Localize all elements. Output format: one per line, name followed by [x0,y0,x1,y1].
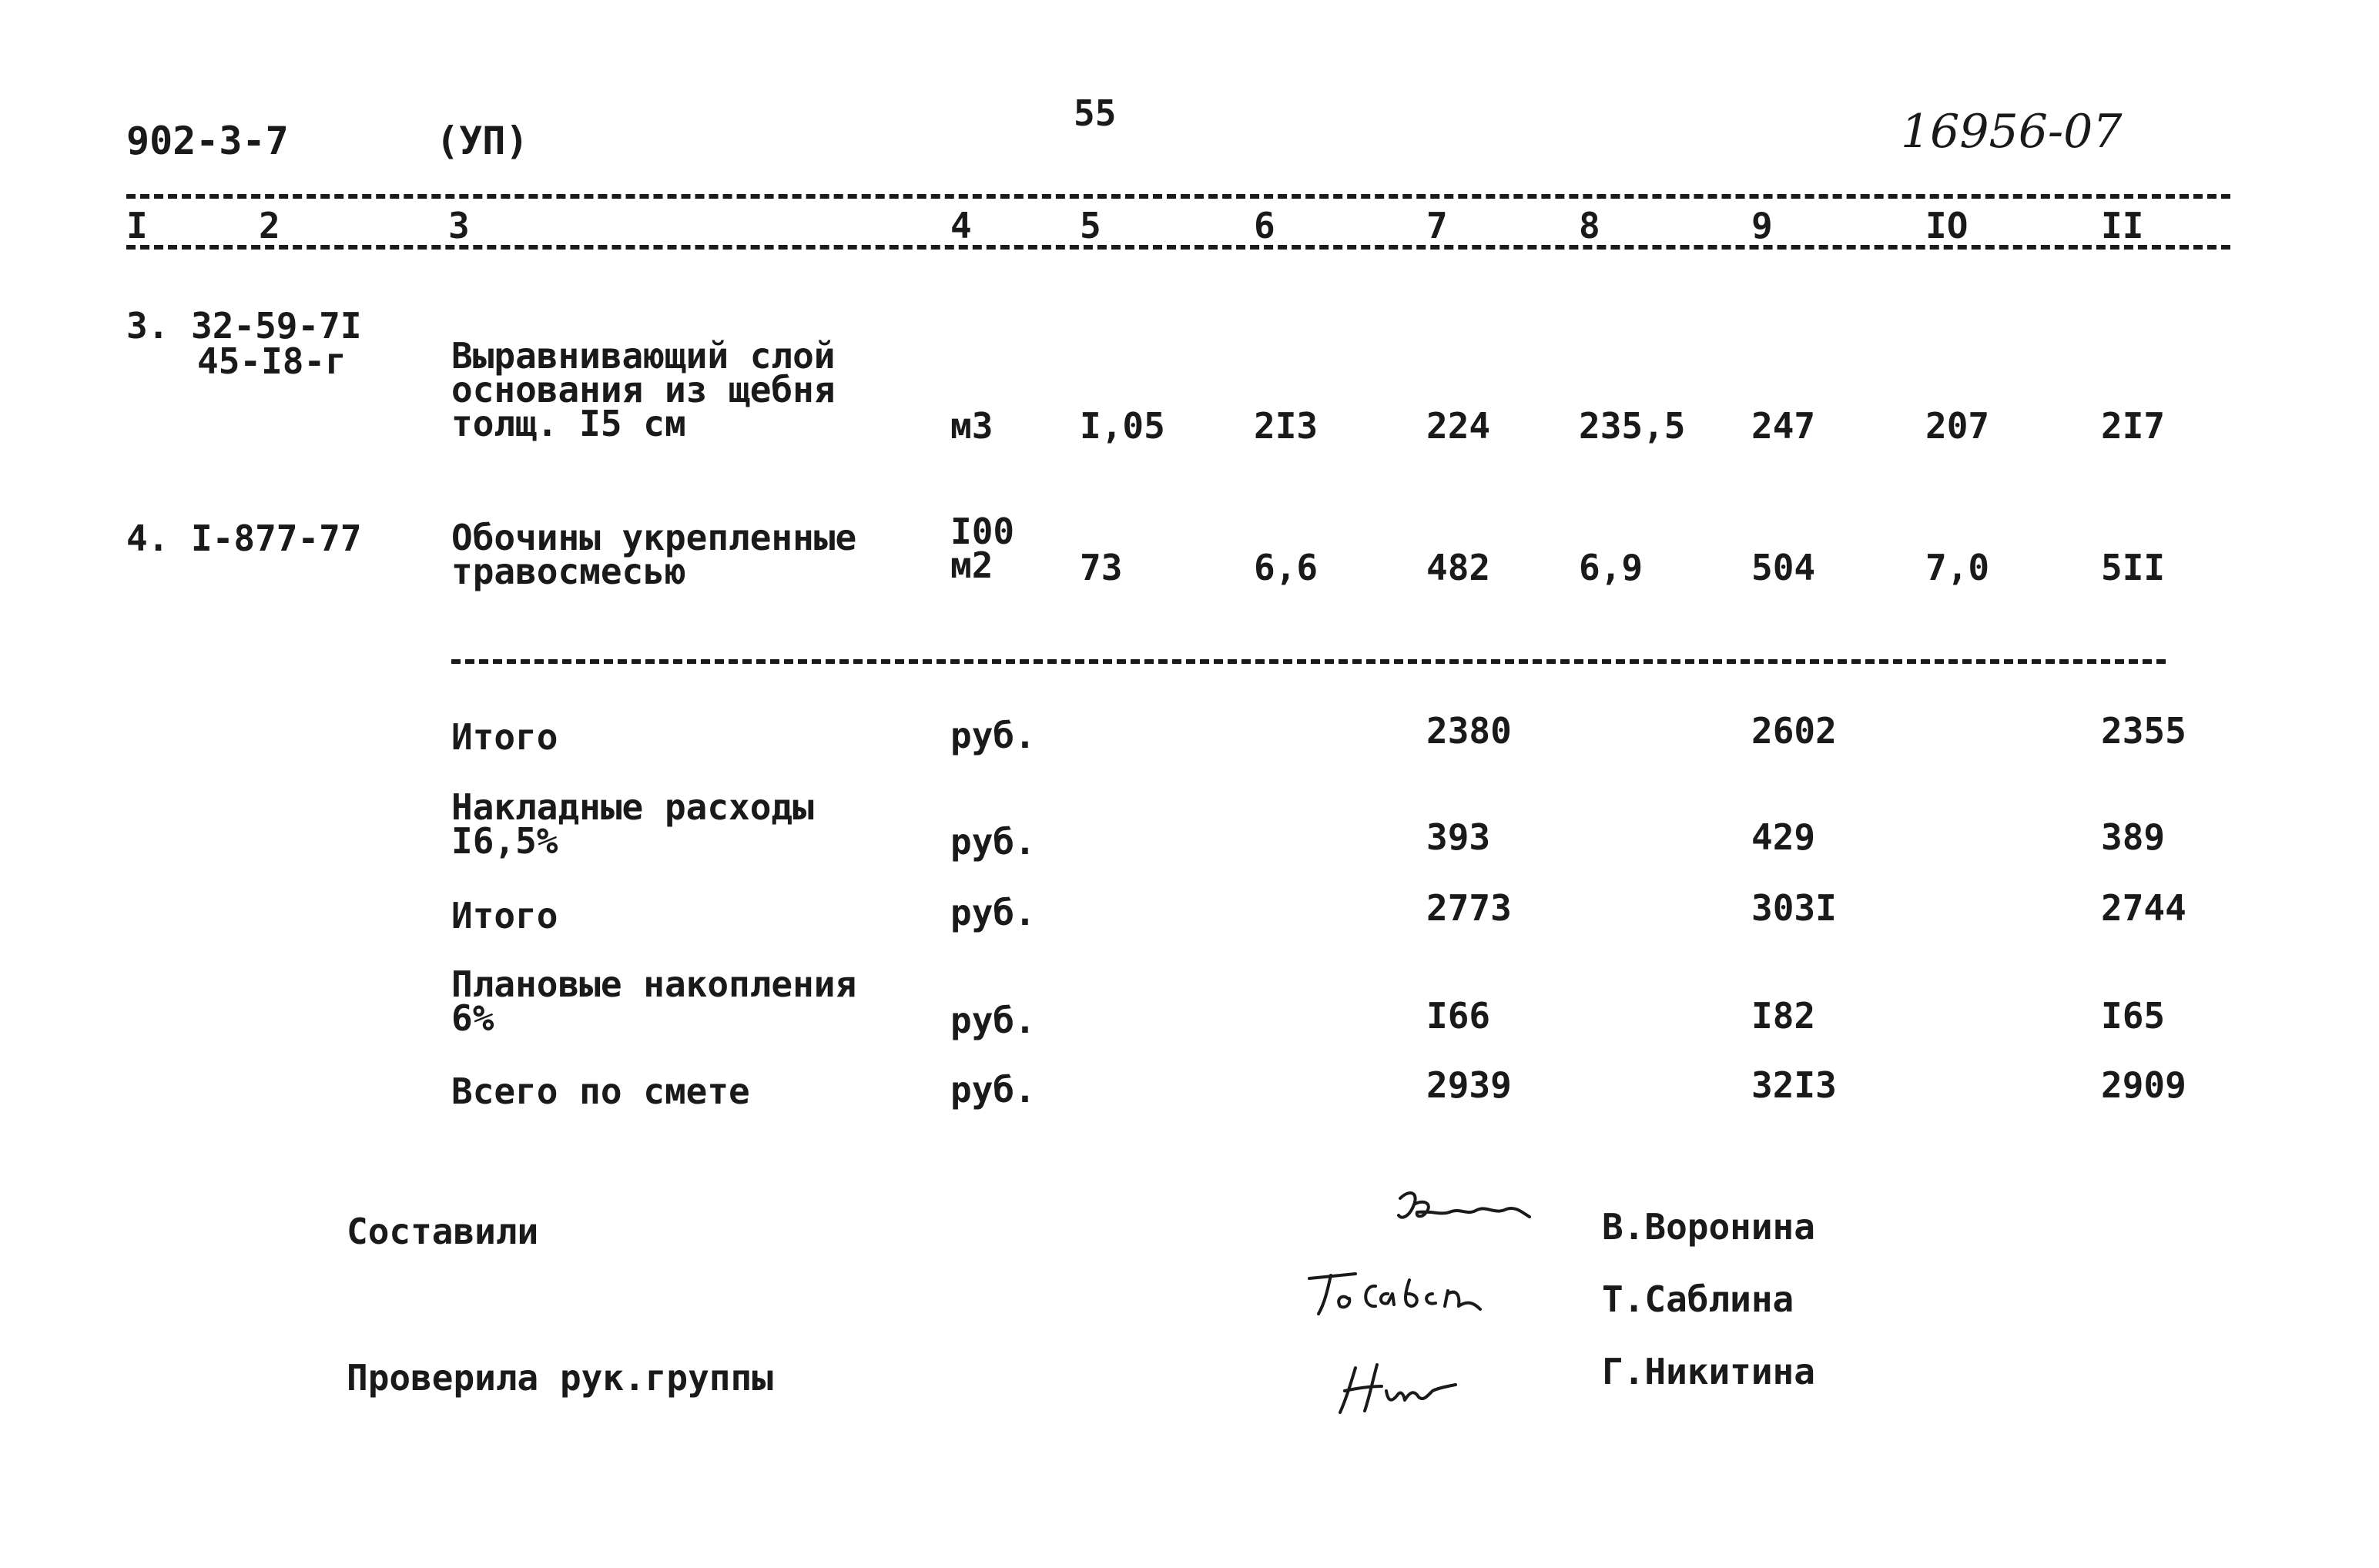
total-5-col9: 32I3 [1751,1064,1837,1106]
section-label: (УП) [436,119,529,163]
total-4-col11: I65 [2101,995,2166,1037]
total-5-label: Всего по смете [451,1070,750,1112]
total-1-col9: 2602 [1751,710,1837,752]
item-4-col10: 7,0 [1925,547,1990,588]
item-3-col8: 235,5 [1579,405,1686,447]
col-num-7: 7 [1426,205,1448,246]
col-num-3: 3 [448,205,470,246]
total-1-unit: руб. [950,715,1036,756]
item-4-col7: 482 [1426,547,1491,588]
col-num-5: 5 [1080,205,1101,246]
signature-voronina [1386,1181,1540,1243]
item-4-col9: 504 [1751,547,1816,588]
total-3-col9: 303I [1751,887,1837,929]
total-3-col7: 2773 [1426,887,1512,929]
item-4-col6: 6,6 [1254,547,1319,588]
item-3-col6: 2I3 [1254,405,1319,447]
item-4-quantity: 73 [1080,547,1123,588]
total-4-col9: I82 [1751,995,1816,1037]
item-3-col7: 224 [1426,405,1491,447]
col-num-8: 8 [1579,205,1600,246]
checked-label: Проверила рук.группы [347,1357,773,1399]
total-5-unit: руб. [950,1069,1036,1111]
signer-name-2: Т.Саблина [1602,1278,1794,1320]
project-code: 902-3-7 [126,119,289,163]
header-rule-top [126,194,2230,199]
total-1-label: Итого [451,716,558,758]
total-5-col7: 2939 [1426,1064,1512,1106]
total-2-label: Накладные расходы I6,5% [451,786,814,862]
item-3-code: 32-59-7I [191,305,362,347]
total-4-col7: I66 [1426,995,1491,1037]
item-3-number: 3. [126,305,169,347]
item-4-name: Обочины укрепленные травосмесью [451,517,857,592]
col-num-6: 6 [1254,205,1275,246]
total-3-label: Итого [451,895,558,936]
total-3-unit: руб. [950,892,1036,933]
signature-sablina [1302,1263,1509,1332]
total-2-col11: 389 [2101,816,2166,858]
item-3-name: Выравнивающий слой основания из щебня толщ. I5 см [451,335,836,444]
item-3-col11: 2I7 [2101,405,2166,447]
total-4-unit: руб. [950,1000,1036,1041]
col-num-1: I [126,205,148,246]
total-5-col11: 2909 [2101,1064,2186,1106]
total-1-col11: 2355 [2101,710,2186,752]
total-4-label: Плановые накопления 6% [451,963,857,1039]
col-num-11: II [2101,205,2144,246]
total-1-col7: 2380 [1426,710,1512,752]
col-num-9: 9 [1751,205,1773,246]
col-num-2: 2 [259,205,280,246]
col-num-10: IO [1925,205,1969,246]
total-2-col7: 393 [1426,816,1491,858]
total-2-unit: руб. [950,821,1036,863]
archive-number: 16956-07 [1901,105,2123,159]
total-3-col11: 2744 [2101,887,2186,929]
item-4-unit: I00 м2 [950,511,1015,586]
signer-name-1: В.Воронина [1602,1206,1815,1248]
signer-name-3: Г.Никитина [1602,1351,1815,1392]
item-3-quantity: I,05 [1080,405,1165,447]
header-rule-bottom [126,245,2230,250]
item-4-number: 4. [126,518,169,559]
compiled-label: Составили [347,1211,539,1252]
signature-nikitina [1332,1355,1486,1425]
total-2-col9: 429 [1751,816,1816,858]
item-4-col8: 6,9 [1579,547,1644,588]
item-3-col10: 207 [1925,405,1990,447]
item-3-col9: 247 [1751,405,1816,447]
page-number: 55 [1074,92,1117,134]
item-4-code: I-877-77 [191,518,362,559]
item-4-col11: 5II [2101,547,2166,588]
col-num-4: 4 [950,205,972,246]
item-3-code-2: 45-I8-г [197,340,347,382]
item-3-unit: м3 [950,405,993,447]
totals-separator [451,659,2166,664]
